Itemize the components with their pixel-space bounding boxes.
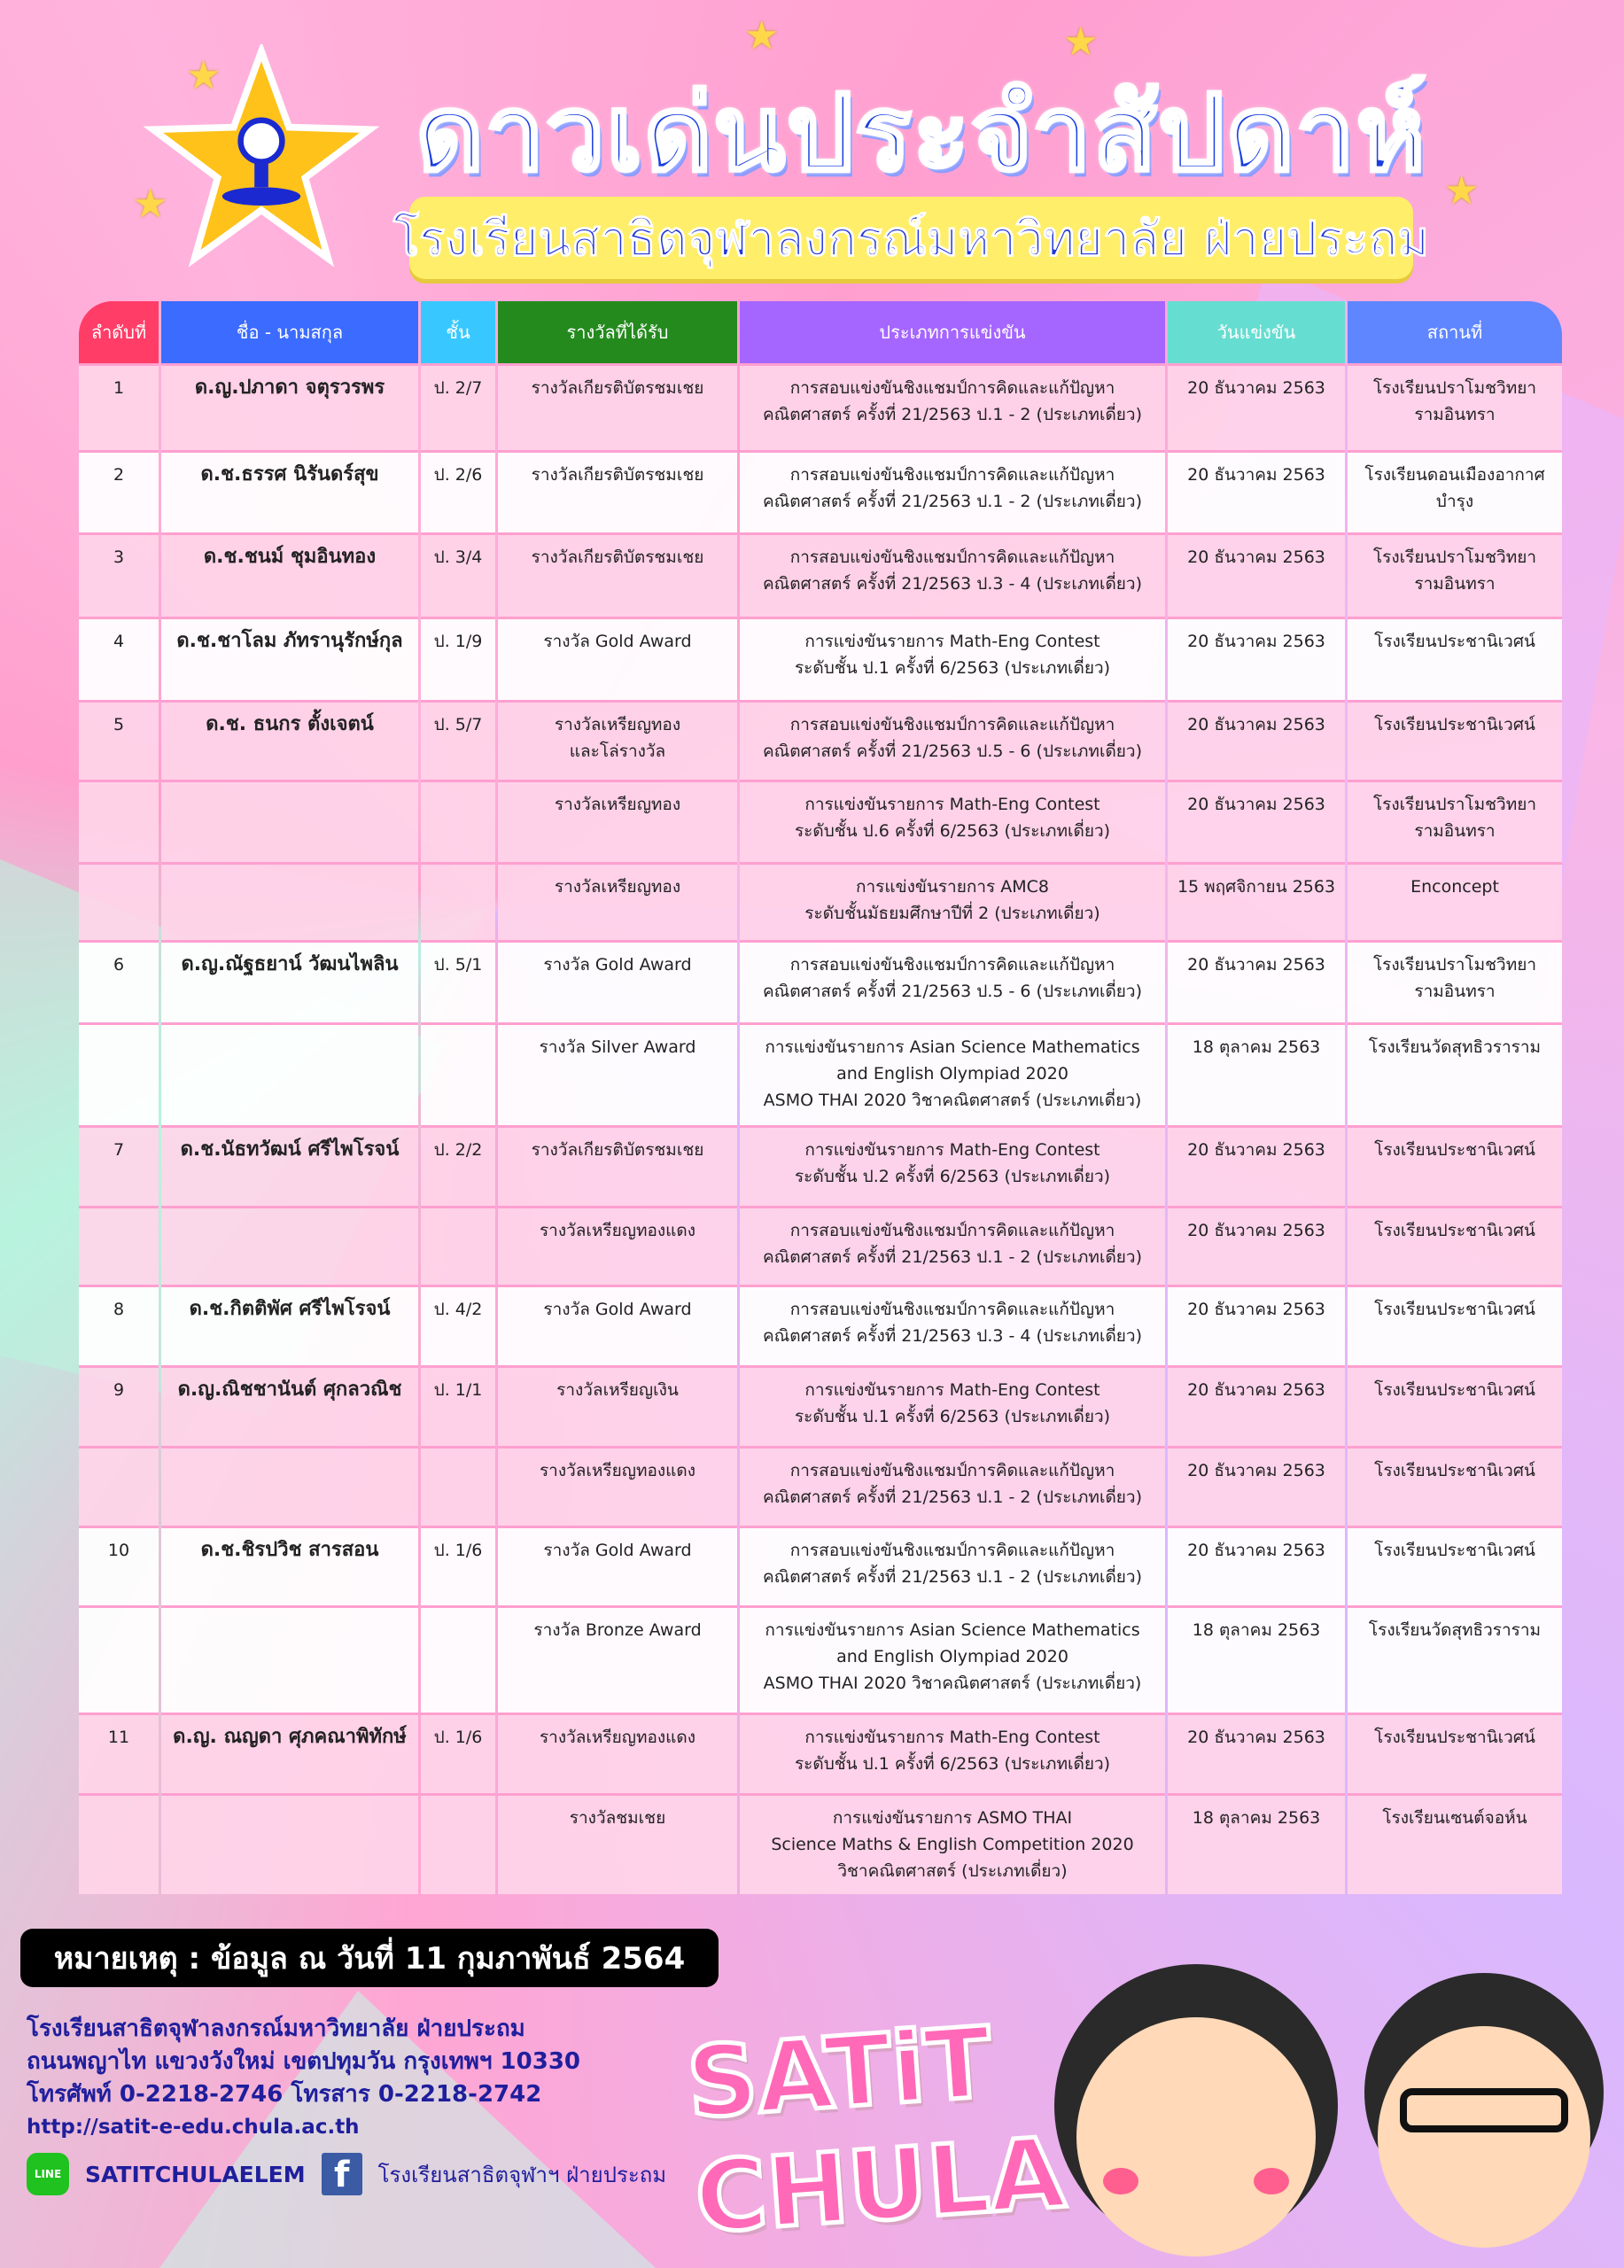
cell-award: รางวัล Gold Award xyxy=(498,940,737,1022)
table-row xyxy=(79,1605,1562,1713)
column-header: สถานที่ xyxy=(1348,301,1562,363)
cell-no xyxy=(79,862,159,940)
cell-type: การแข่งขันรายการ Math-Eng Contest ระดับชั้น ป.1 ครั้งที่ 6/2563 (ประเภทเดี่ยว) xyxy=(740,1365,1165,1446)
cell-grade xyxy=(421,1022,495,1125)
cell-name: ด.ญ.ณิชชานันต์ ศุกลวณิช xyxy=(161,1365,418,1446)
table-row xyxy=(79,1022,1562,1125)
cell-name xyxy=(161,1206,418,1285)
cell-place: โรงเรียนเซนต์จอห์น xyxy=(1348,1793,1562,1894)
cell-award: รางวัลเกียรติบัตรชมเชย xyxy=(498,450,737,532)
cell-award: รางวัลเหรียญทองแดง xyxy=(498,1206,737,1285)
cell-grade: ป. 1/9 xyxy=(421,617,495,700)
cell-name: ด.ญ. ณญดา ศุภคณาพิทักษ์ xyxy=(161,1713,418,1793)
cell-place: โรงเรียนปราโมชวิทยา รามอินทรา xyxy=(1348,363,1562,450)
cell-award: รางวัลเหรียญทอง และโล่รางวัล xyxy=(498,700,737,780)
cell-name: ด.ญ.ปภาดา จตุรวรพร xyxy=(161,363,418,450)
cell-name: ด.ช.นัธทวัฒน์ ศรีไพโรจน์ xyxy=(161,1125,418,1206)
cell-no: 1 xyxy=(79,363,159,450)
brand-line-1: SATiT xyxy=(683,2005,996,2140)
cell-type: การแข่งขันรายการ Asian Science Mathematics and English Olympiad 2020 ASMO THAI 2020 วิชาคณิตศาสตร์ (ประเภทเดี่ยว) xyxy=(740,1605,1165,1713)
table-row xyxy=(79,1125,1562,1206)
phone-fax: โทรศัพท์ 0-2218-2746 โทรสาร 0-2218-2742 xyxy=(27,2081,542,2108)
table-row xyxy=(79,1206,1562,1285)
table-row xyxy=(79,940,1562,1022)
cell-place: โรงเรียนปราโมชวิทยา รามอินทรา xyxy=(1348,780,1562,862)
column-header: วันแข่งขัน xyxy=(1168,301,1345,363)
cell-award: รางวัลเหรียญทอง xyxy=(498,862,737,940)
cell-grade xyxy=(421,1793,495,1894)
line-icon-label: LINE xyxy=(34,2168,62,2180)
cell-date: 20 ธันวาคม 2563 xyxy=(1168,617,1345,700)
cell-no: 7 xyxy=(79,1125,159,1206)
table-row xyxy=(79,1285,1562,1365)
cell-grade: ป. 5/7 xyxy=(421,700,495,780)
cell-date: 20 ธันวาคม 2563 xyxy=(1168,1713,1345,1793)
table-row xyxy=(79,450,1562,532)
cell-award: รางวัลเหรียญทองแดง xyxy=(498,1446,737,1526)
table-row xyxy=(79,780,1562,862)
cell-name: ด.ช.ชาโลม ภัทรานุรักษ์กุล xyxy=(161,617,418,700)
table-row xyxy=(79,363,1562,450)
cell-no: 6 xyxy=(79,940,159,1022)
cell-place: โรงเรียนประชานิเวศน์ xyxy=(1348,1526,1562,1605)
cell-grade: ป. 4/2 xyxy=(421,1285,495,1365)
cell-grade xyxy=(421,1446,495,1526)
cell-place: โรงเรียนประชานิเวศน์ xyxy=(1348,1446,1562,1526)
cell-no: 2 xyxy=(79,450,159,532)
cell-place: โรงเรียนประชานิเวศน์ xyxy=(1348,1206,1562,1285)
cell-name xyxy=(161,780,418,862)
cell-name xyxy=(161,862,418,940)
contact-info xyxy=(27,2013,580,2144)
cell-place: โรงเรียนวัดสุทธิวราราม xyxy=(1348,1605,1562,1713)
subtitle-banner xyxy=(393,197,1429,279)
cell-name: ด.ช. ธนกร ตั้งเจตน์ xyxy=(161,700,418,780)
cell-place: โรงเรียนประชานิเวศน์ xyxy=(1348,1125,1562,1206)
cell-grade xyxy=(421,780,495,862)
cell-type: การสอบแข่งขันชิงแชมป์การคิดและแก้ปัญหา คณิตศาสตร์ ครั้งที่ 21/2563 ป.5 - 6 (ประเภทเดี่ยว) xyxy=(740,940,1165,1022)
facebook-page-name[interactable]: โรงเรียนสาธิตจุฬาฯ ฝ่ายประถม xyxy=(377,2162,667,2187)
table-row xyxy=(79,1365,1562,1446)
cell-place: โรงเรียนประชานิเวศน์ xyxy=(1348,617,1562,700)
cell-award: รางวัลเกียรติบัตรชมเชย xyxy=(498,1125,737,1206)
star-icon: ★ xyxy=(1063,19,1099,65)
cell-grade xyxy=(421,1206,495,1285)
footer-section xyxy=(0,1929,1624,2268)
cell-place: โรงเรียนประชานิเวศน์ xyxy=(1348,1285,1562,1365)
cell-award: รางวัล Gold Award xyxy=(498,1285,737,1365)
cell-type: การแข่งขันรายการ ASMO THAI Science Maths & English Competition 2020 วิชาคณิตศาสตร์ (ประเภทเดี่ยว) xyxy=(740,1793,1165,1894)
cell-no xyxy=(79,1022,159,1125)
cell-no xyxy=(79,1793,159,1894)
cell-no xyxy=(79,780,159,862)
cell-place: โรงเรียนดอนเมืองอากาศบำรุง xyxy=(1348,450,1562,532)
cell-no xyxy=(79,1605,159,1713)
cell-no: 5 xyxy=(79,700,159,780)
cell-type: การสอบแข่งขันชิงแชมป์การคิดและแก้ปัญหา คณิตศาสตร์ ครั้งที่ 21/2563 ป.1 - 2 (ประเภทเดี่ยว) xyxy=(740,1446,1165,1526)
cell-name: ด.ญ.ณัฐธยาน์ วัฒนไพลิน xyxy=(161,940,418,1022)
column-header: ประเภทการแข่งขัน xyxy=(740,301,1165,363)
satit-chula-brand xyxy=(683,2000,1068,2256)
cell-type: การแข่งขันรายการ Math-Eng Contest ระดับชั้น ป.2 ครั้งที่ 6/2563 (ประเภทเดี่ยว) xyxy=(740,1125,1165,1206)
cell-award: รางวัลเกียรติบัตรชมเชย xyxy=(498,532,737,617)
cell-date: 20 ธันวาคม 2563 xyxy=(1168,940,1345,1022)
cell-grade: ป. 2/6 xyxy=(421,450,495,532)
cell-name: ด.ช.กิตติพัศ ศรีไพโรจน์ xyxy=(161,1285,418,1365)
star-icon: ★ xyxy=(186,53,221,98)
cell-grade: ป. 5/1 xyxy=(421,940,495,1022)
cell-grade: ป. 1/6 xyxy=(421,1713,495,1793)
cell-type: การสอบแข่งขันชิงแชมป์การคิดและแก้ปัญหา คณิตศาสตร์ ครั้งที่ 21/2563 ป.1 - 2 (ประเภทเดี่ยว) xyxy=(740,363,1165,450)
star-icon: ★ xyxy=(744,13,780,58)
cell-date: 20 ธันวาคม 2563 xyxy=(1168,1365,1345,1446)
cell-name: ด.ช.ธรรศ นิรันดร์สุข xyxy=(161,450,418,532)
table-row xyxy=(79,1526,1562,1605)
table-row xyxy=(79,1793,1562,1894)
table-row xyxy=(79,1713,1562,1793)
cell-place: โรงเรียนประชานิเวศน์ xyxy=(1348,1713,1562,1793)
star-icon: ★ xyxy=(1444,168,1480,214)
cell-award: รางวัล Gold Award xyxy=(498,1526,737,1605)
cell-no: 10 xyxy=(79,1526,159,1605)
cell-date: 20 ธันวาคม 2563 xyxy=(1168,1125,1345,1206)
cell-name xyxy=(161,1793,418,1894)
cell-name: ด.ช.ชนม์ ชุมอินทอง xyxy=(161,532,418,617)
cell-date: 18 ตุลาคม 2563 xyxy=(1168,1022,1345,1125)
cell-no: 9 xyxy=(79,1365,159,1446)
cell-award: รางวัล Gold Award xyxy=(498,617,737,700)
cell-type: การสอบแข่งขันชิงแชมป์การคิดและแก้ปัญหา คณิตศาสตร์ ครั้งที่ 21/2563 ป.1 - 2 (ประเภทเดี่ยว) xyxy=(740,1206,1165,1285)
social-links xyxy=(27,2153,666,2195)
cell-type: การสอบแข่งขันชิงแชมป์การคิดและแก้ปัญหา คณิตศาสตร์ ครั้งที่ 21/2563 ป.3 - 4 (ประเภทเดี่ยว) xyxy=(740,532,1165,617)
cell-type: การแข่งขันรายการ Asian Science Mathematics and English Olympiad 2020 ASMO THAI 2020 วิชาคณิตศาสตร์ (ประเภทเดี่ยว) xyxy=(740,1022,1165,1125)
cell-type: การสอบแข่งขันชิงแชมป์การคิดและแก้ปัญหา คณิตศาสตร์ ครั้งที่ 21/2563 ป.5 - 6 (ประเภทเดี่ยว) xyxy=(740,700,1165,780)
cell-type: การแข่งขันรายการ AMC8 ระดับชั้นมัธยมศึกษาปีที่ 2 (ประเภทเดี่ยว) xyxy=(740,862,1165,940)
column-header: รางวัลที่ได้รับ xyxy=(498,301,737,363)
line-icon[interactable] xyxy=(27,2153,69,2195)
table-header-row xyxy=(79,301,1562,363)
column-header: ชื่อ - นามสกุล xyxy=(161,301,418,363)
table-row xyxy=(79,532,1562,617)
cell-no: 11 xyxy=(79,1713,159,1793)
cell-no: 4 xyxy=(79,617,159,700)
page-title: ดาวเด่นประจำสัปดาห์ xyxy=(416,72,1427,194)
cell-type: การสอบแข่งขันชิงแชมป์การคิดและแก้ปัญหา คณิตศาสตร์ ครั้งที่ 21/2563 ป.1 - 2 (ประเภทเดี่ยว) xyxy=(740,450,1165,532)
award-table xyxy=(76,301,1543,1894)
cell-award: รางวัลเกียรติบัตรชมเชย xyxy=(498,363,737,450)
cell-award: รางวัลชมเชย xyxy=(498,1793,737,1894)
school-name-subtitle: โรงเรียนสาธิตจุฬาลงกรณ์มหาวิทยาลัย ฝ่ายประถม xyxy=(393,210,1429,267)
cell-place: โรงเรียนวัดสุทธิวราราม xyxy=(1348,1022,1562,1125)
note-banner xyxy=(20,1929,719,1987)
cell-type: การแข่งขันรายการ Math-Eng Contest ระดับชั้น ป.1 ครั้งที่ 6/2563 (ประเภทเดี่ยว) xyxy=(740,1713,1165,1793)
school-name: โรงเรียนสาธิตจุฬาลงกรณ์มหาวิทยาลัย ฝ่ายประถม xyxy=(27,2016,525,2042)
cell-grade: ป. 2/2 xyxy=(421,1125,495,1206)
column-header: ลำดับที่ xyxy=(79,301,159,363)
table-row xyxy=(79,1446,1562,1526)
cell-type: การสอบแข่งขันชิงแชมป์การคิดและแก้ปัญหา คณิตศาสตร์ ครั้งที่ 21/2563 ป.3 - 4 (ประเภทเดี่ยว) xyxy=(740,1285,1165,1365)
cell-place: โรงเรียนปราโมชวิทยา รามอินทรา xyxy=(1348,532,1562,617)
cell-grade: ป. 1/1 xyxy=(421,1365,495,1446)
star-icon: ★ xyxy=(133,182,168,227)
cell-award: รางวัลเหรียญทอง xyxy=(498,780,737,862)
column-header: ชั้น xyxy=(421,301,495,363)
cell-type: การสอบแข่งขันชิงแชมป์การคิดและแก้ปัญหา คณิตศาสตร์ ครั้งที่ 21/2563 ป.1 - 2 (ประเภทเดี่ยว) xyxy=(740,1526,1165,1605)
cell-award: รางวัลเหรียญเงิน xyxy=(498,1365,737,1446)
cell-grade: ป. 2/7 xyxy=(421,363,495,450)
address: ถนนพญาไท แขวงวังใหม่ เขตปทุมวัน กรุงเทพฯ 10330 xyxy=(27,2048,581,2075)
cell-grade: ป. 3/4 xyxy=(421,532,495,617)
cell-type: การแข่งขันรายการ Math-Eng Contest ระดับชั้น ป.1 ครั้งที่ 6/2563 (ประเภทเดี่ยว) xyxy=(740,617,1165,700)
cell-date: 18 ตุลาคม 2563 xyxy=(1168,1605,1345,1713)
website-link[interactable]: http://satit-e-edu.chula.ac.th xyxy=(27,2116,360,2139)
cell-date: 20 ธันวาคม 2563 xyxy=(1168,450,1345,532)
cell-name xyxy=(161,1446,418,1526)
cell-date: 20 ธันวาคม 2563 xyxy=(1168,780,1345,862)
cell-no xyxy=(79,1446,159,1526)
brand-line-2: CHULA xyxy=(691,2116,1068,2256)
table-body xyxy=(79,363,1562,1894)
cell-award: รางวัล Bronze Award xyxy=(498,1605,737,1713)
cell-date: 20 ธันวาคม 2563 xyxy=(1168,1446,1345,1526)
table-row xyxy=(79,700,1562,780)
cell-date: 20 ธันวาคม 2563 xyxy=(1168,363,1345,450)
note-text: หมายเหตุ : ข้อมูล ณ วันที่ 11 กุมภาพันธ์ 2564 xyxy=(53,1941,686,1977)
cell-place: Enconcept xyxy=(1348,862,1562,940)
cell-grade: ป. 1/6 xyxy=(421,1526,495,1605)
cell-award: รางวัล Silver Award xyxy=(498,1022,737,1125)
cell-date: 20 ธันวาคม 2563 xyxy=(1168,532,1345,617)
cell-grade xyxy=(421,1605,495,1713)
cell-award: รางวัลเหรียญทองแดง xyxy=(498,1713,737,1793)
cell-date: 20 ธันวาคม 2563 xyxy=(1168,1285,1345,1365)
cell-place: โรงเรียนประชานิเวศน์ xyxy=(1348,700,1562,780)
cell-name xyxy=(161,1022,418,1125)
cell-date: 20 ธันวาคม 2563 xyxy=(1168,700,1345,780)
cell-date: 20 ธันวาคม 2563 xyxy=(1168,1206,1345,1285)
cell-no: 8 xyxy=(79,1285,159,1365)
cell-date: 15 พฤศจิกายน 2563 xyxy=(1168,862,1345,940)
facebook-icon[interactable]: f xyxy=(322,2153,362,2195)
cell-no: 3 xyxy=(79,532,159,617)
table-row xyxy=(79,617,1562,700)
cell-date: 20 ธันวาคม 2563 xyxy=(1168,1526,1345,1605)
table-row xyxy=(79,862,1562,940)
cell-no xyxy=(79,1206,159,1285)
school-star-logo-icon xyxy=(142,44,381,275)
line-id[interactable]: SATITCHULAELEM xyxy=(85,2161,306,2187)
cell-place: โรงเรียนประชานิเวศน์ xyxy=(1348,1365,1562,1446)
cell-name: ด.ช.ชิรปวิช สารสอน xyxy=(161,1526,418,1605)
cell-date: 18 ตุลาคม 2563 xyxy=(1168,1793,1345,1894)
cell-type: การแข่งขันรายการ Math-Eng Contest ระดับชั้น ป.6 ครั้งที่ 6/2563 (ประเภทเดี่ยว) xyxy=(740,780,1165,862)
cell-name xyxy=(161,1605,418,1713)
cell-place: โรงเรียนปราโมชวิทยา รามอินทรา xyxy=(1348,940,1562,1022)
cell-grade xyxy=(421,862,495,940)
